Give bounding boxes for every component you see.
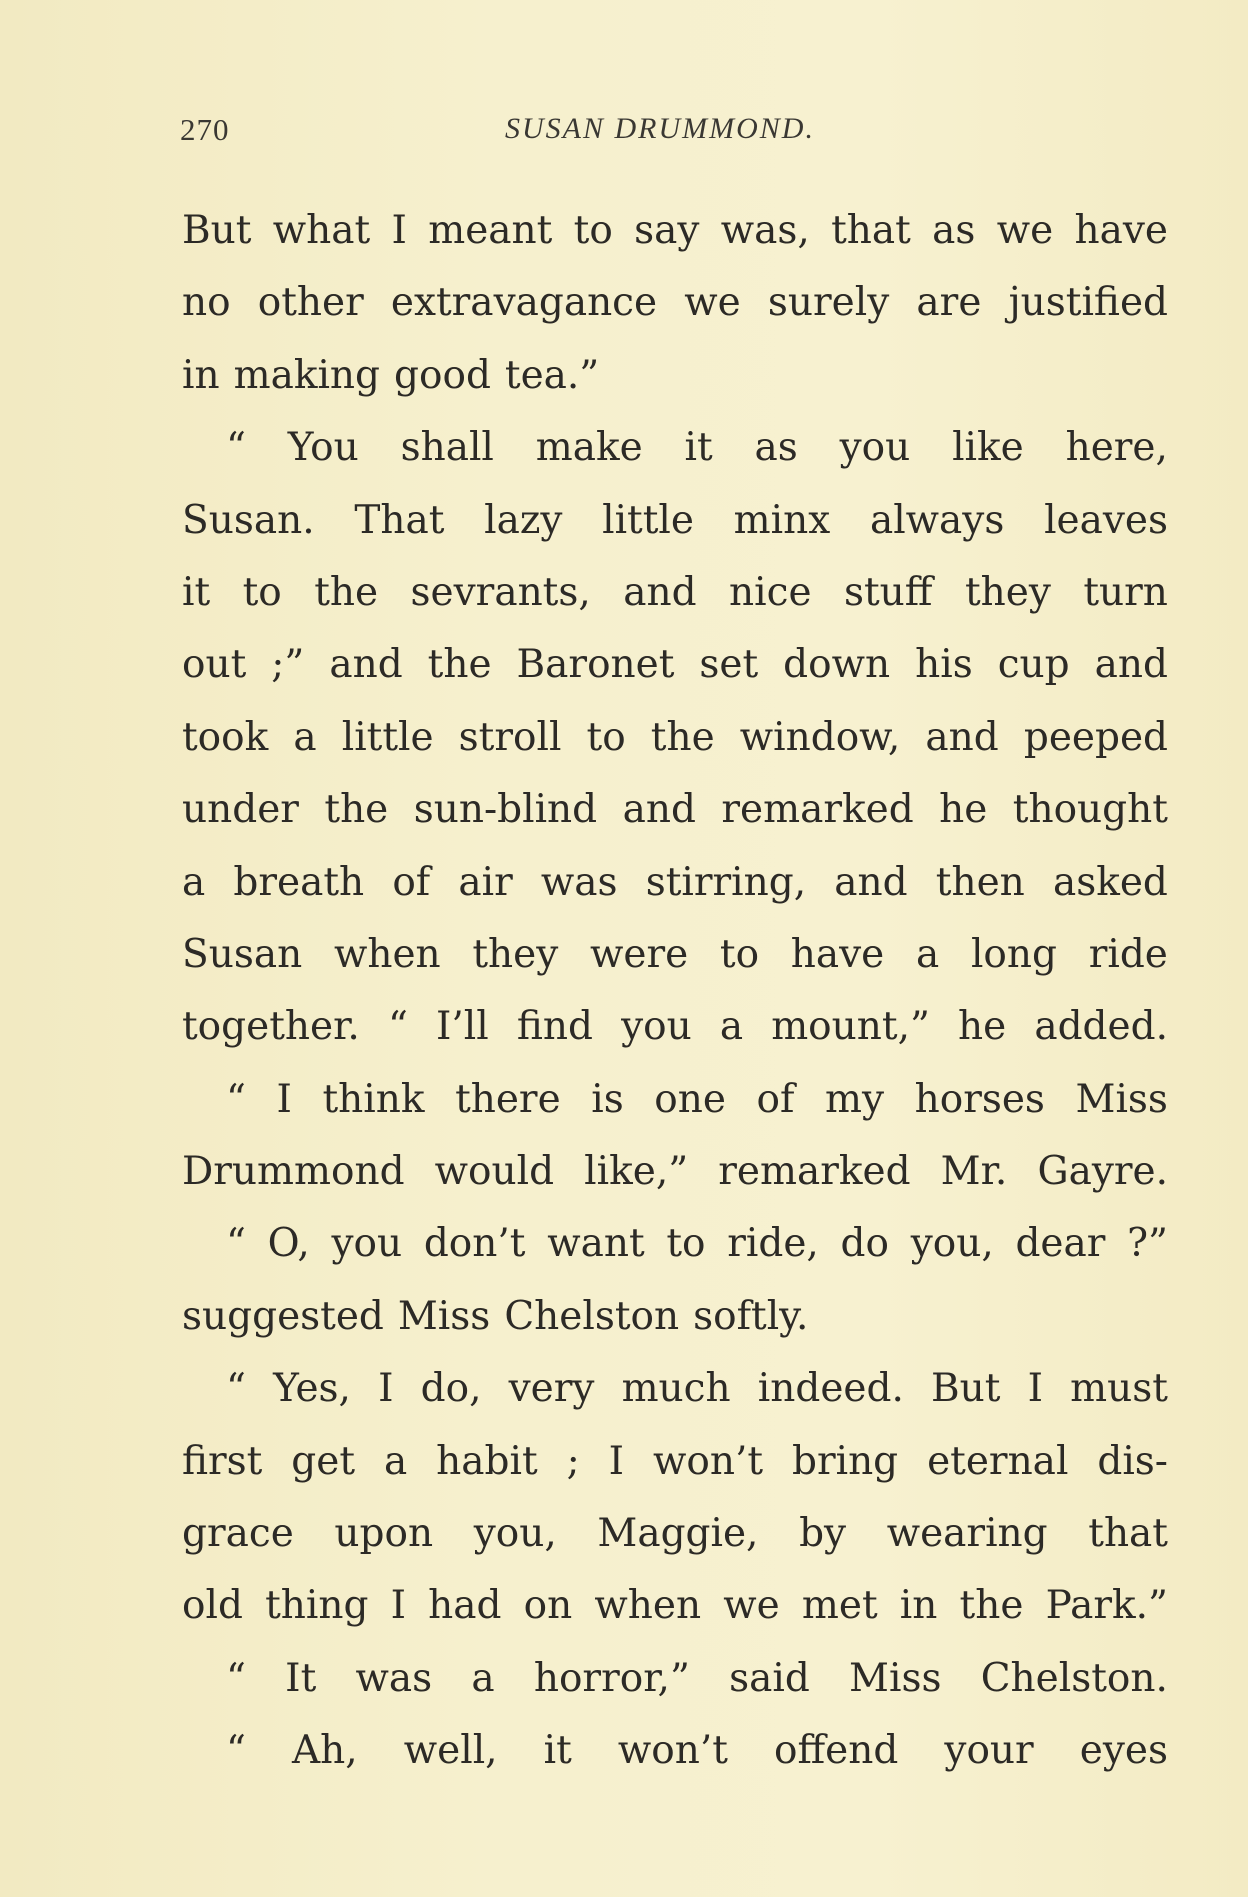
- text-line: grace upon you, Maggie, by wearing that: [182, 1511, 1168, 1557]
- text-line: a breath of air was stirring, and then asked: [182, 859, 1168, 905]
- text-line: it to the sevrants, and nice stuff they turn: [182, 569, 1168, 615]
- text-line: “ I think there is one of my horses Miss: [226, 1076, 1168, 1122]
- text-line: under the sun-blind and remarked he thought: [182, 787, 1168, 833]
- text-line: first get a habit ; I won’t bring eternal dis-: [182, 1438, 1168, 1484]
- text-line: Susan. That lazy little minx always leaves: [182, 497, 1168, 543]
- text-line: “ You shall make it as you like here,: [226, 425, 1168, 471]
- text-line: “ Ah, well, it won’t offend your eyes: [226, 1728, 1168, 1774]
- text-line: took a little stroll to the window, and peeped: [182, 714, 1168, 760]
- text-line: suggested Miss Chelston softly.: [182, 1293, 809, 1339]
- text-line: in making good tea.”: [182, 352, 600, 398]
- text-line: “ O, you don’t want to ride, do you, dear ?”: [226, 1221, 1168, 1267]
- text-line: old thing I had on when we met in the Park.”: [182, 1583, 1168, 1629]
- text-line: out ;” and the Baronet set down his cup and: [182, 642, 1168, 688]
- text-line: “ It was a horror,” said Miss Chelston.: [226, 1655, 1168, 1701]
- page-number: 270: [180, 112, 230, 147]
- text-line: together. “ I’ll find you a mount,” he added.: [182, 1004, 1168, 1050]
- running-head: [180, 112, 870, 162]
- text-line: Drummond would like,” remarked Mr. Gayre.: [182, 1149, 1168, 1195]
- text-line: “ Yes, I do, very much indeed. But I must: [226, 1366, 1168, 1412]
- text-line: no other extravagance we surely are justified: [182, 280, 1168, 326]
- body-text: [182, 195, 1168, 1788]
- text-line: Susan when they were to have a long ride: [182, 931, 1168, 977]
- text-line: But what I meant to say was, that as we have: [182, 208, 1168, 253]
- running-title: SUSAN DRUMMOND.: [505, 112, 815, 145]
